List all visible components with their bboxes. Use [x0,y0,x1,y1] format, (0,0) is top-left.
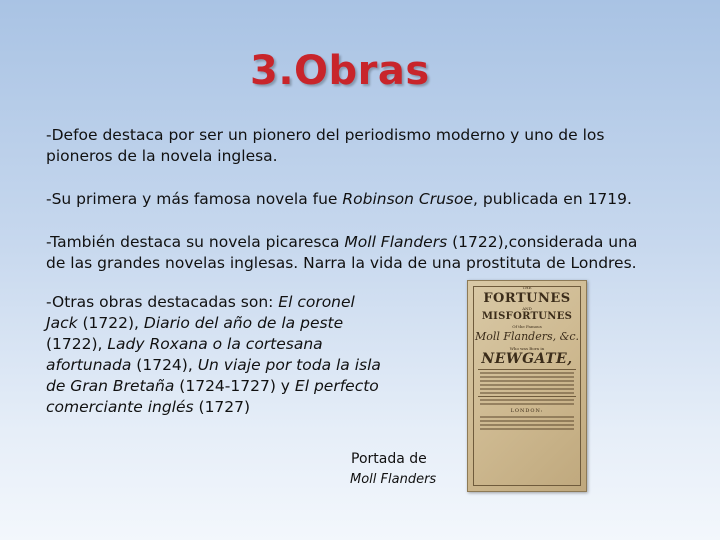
text-segment: (1722), [77,314,144,332]
text-segment: , publicada en 1719. [473,190,632,208]
book-title-diario: Diario del año de la peste [143,314,344,332]
cover-line-the: THE [522,285,532,290]
book-title-jack: El coronel Jack [46,293,355,332]
text-segment: (1724), [131,356,198,374]
cover-line-of: Of the Famous [512,324,542,329]
text-segment: (1722),considerada una de las grandes novelas inglesas. Narra la vida de una prostituta de Londres. [46,233,638,272]
text-segment: (1724-1727) y [174,377,295,395]
book-title-viaje: Un viaje por toda la isla de Gran Bretaña [46,356,381,395]
cover-line-london: LONDON: [510,408,544,414]
image-caption-line2: Moll Flanders [350,472,437,487]
paragraph-moll [46,232,646,274]
cover-frame [473,286,581,486]
book-title-moll: Moll Flanders [344,233,448,251]
text-segment: -Otras obras destacadas son: [46,293,279,311]
cover-line-moll: Moll Flanders, &c. [474,330,580,343]
paragraph-other-works [46,292,386,418]
cover-line-misfortunes: MISFORTUNES [481,311,573,322]
slide-title: 3.Obras [250,48,430,94]
text-segment: (1722), [46,335,108,353]
cover-line-who: Who was Born in [509,346,545,351]
cover-line-and: AND [522,306,532,311]
moll-flanders-cover-image [467,280,587,492]
text-segment: -Su primera y más famosa novela fue [46,190,343,208]
paragraph-pioneer: -Defoe destaca por ser un pionero del periodismo moderno y uno de los pioneros de la novela inglesa. [46,126,605,165]
book-title-robinson: Robinson Crusoe [342,190,474,208]
book-title-roxana: Lady Roxana o la cortesana afortunada [46,335,323,374]
cover-line-newgate: NEWGATE, [481,351,573,367]
text-segment: (1727) [193,398,251,416]
image-caption-line1: Portada de [351,451,427,467]
book-title-comerciante: El perfecto comerciante inglés [46,377,379,416]
cover-line-fortunes: FORTUNES [483,291,571,306]
paragraph-robinson [46,189,646,210]
text-segment: -También destaca su novela picaresca [46,233,345,251]
